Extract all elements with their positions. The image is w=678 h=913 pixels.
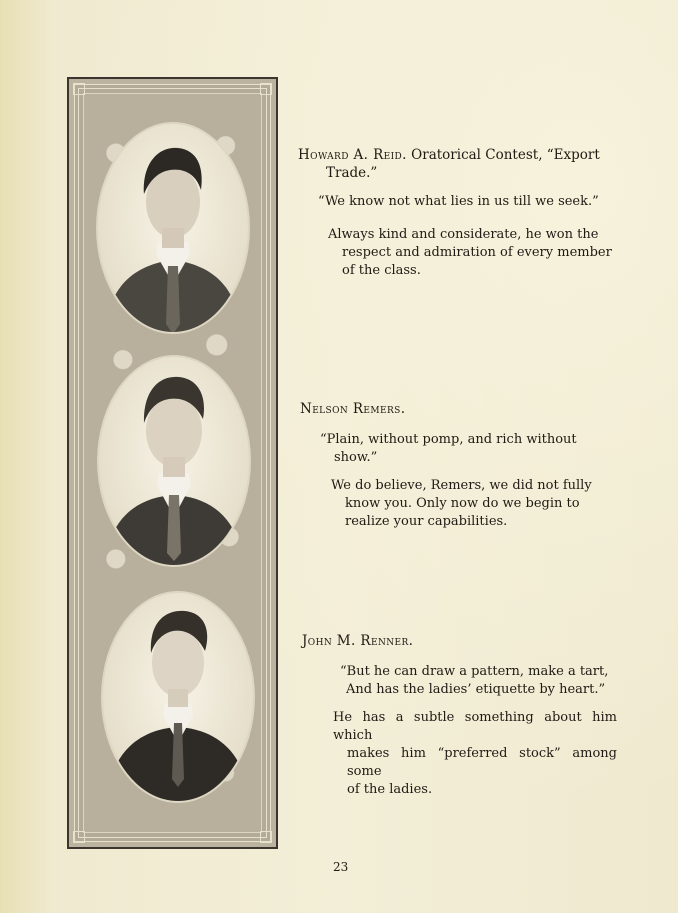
remark-line: He has a subtle something about him which bbox=[333, 710, 617, 743]
panel-corner-ornament bbox=[73, 831, 85, 843]
panel-corner-ornament bbox=[73, 83, 85, 95]
remark-line: Always kind and considerate, he won the bbox=[328, 227, 599, 242]
remark-line: makes him “preferred stock” among some bbox=[347, 746, 617, 779]
quote-line: “But he can draw a pattern, make a tart, bbox=[340, 664, 609, 679]
quote-line: show.” bbox=[334, 450, 378, 465]
entry-heading bbox=[302, 632, 620, 650]
activity-continuation: Trade.” bbox=[326, 165, 378, 181]
portrait-nelson-remers bbox=[97, 355, 251, 567]
page-number: 23 bbox=[333, 860, 349, 874]
portrait-john-renner bbox=[101, 591, 255, 803]
quote bbox=[318, 193, 614, 211]
quote bbox=[340, 663, 616, 699]
quote bbox=[320, 431, 614, 467]
remark-line: of the class. bbox=[342, 263, 421, 278]
student-name: Howard A. Reid. bbox=[298, 147, 407, 163]
student-name: Nelson Remers. bbox=[300, 401, 406, 417]
remark-line: respect and admiration of every member bbox=[342, 245, 612, 260]
entry-heading bbox=[298, 146, 616, 182]
panel-corner-ornament bbox=[260, 831, 272, 843]
activity-text: Oratorical Contest, “Export bbox=[411, 147, 600, 163]
remark-line: We do believe, Remers, we did not fully bbox=[331, 478, 592, 493]
remark bbox=[331, 477, 615, 531]
portrait-howard-reid bbox=[96, 122, 250, 334]
remark-line: know you. Only now do we begin to bbox=[345, 496, 580, 511]
panel-corner-ornament bbox=[260, 83, 272, 95]
quote-line: “Plain, without pomp, and rich without bbox=[320, 432, 577, 447]
remark-line: realize your capabilities. bbox=[345, 514, 508, 529]
quote-line: And has the ladies’ etiquette by heart.” bbox=[346, 682, 606, 697]
quote-line: “We know not what lies in us till we seek.” bbox=[318, 194, 599, 209]
student-name: John M. Renner. bbox=[302, 633, 414, 649]
remark bbox=[328, 226, 612, 280]
remark bbox=[333, 709, 617, 799]
remark-line: of the ladies. bbox=[347, 782, 433, 797]
entry-heading bbox=[300, 400, 618, 418]
